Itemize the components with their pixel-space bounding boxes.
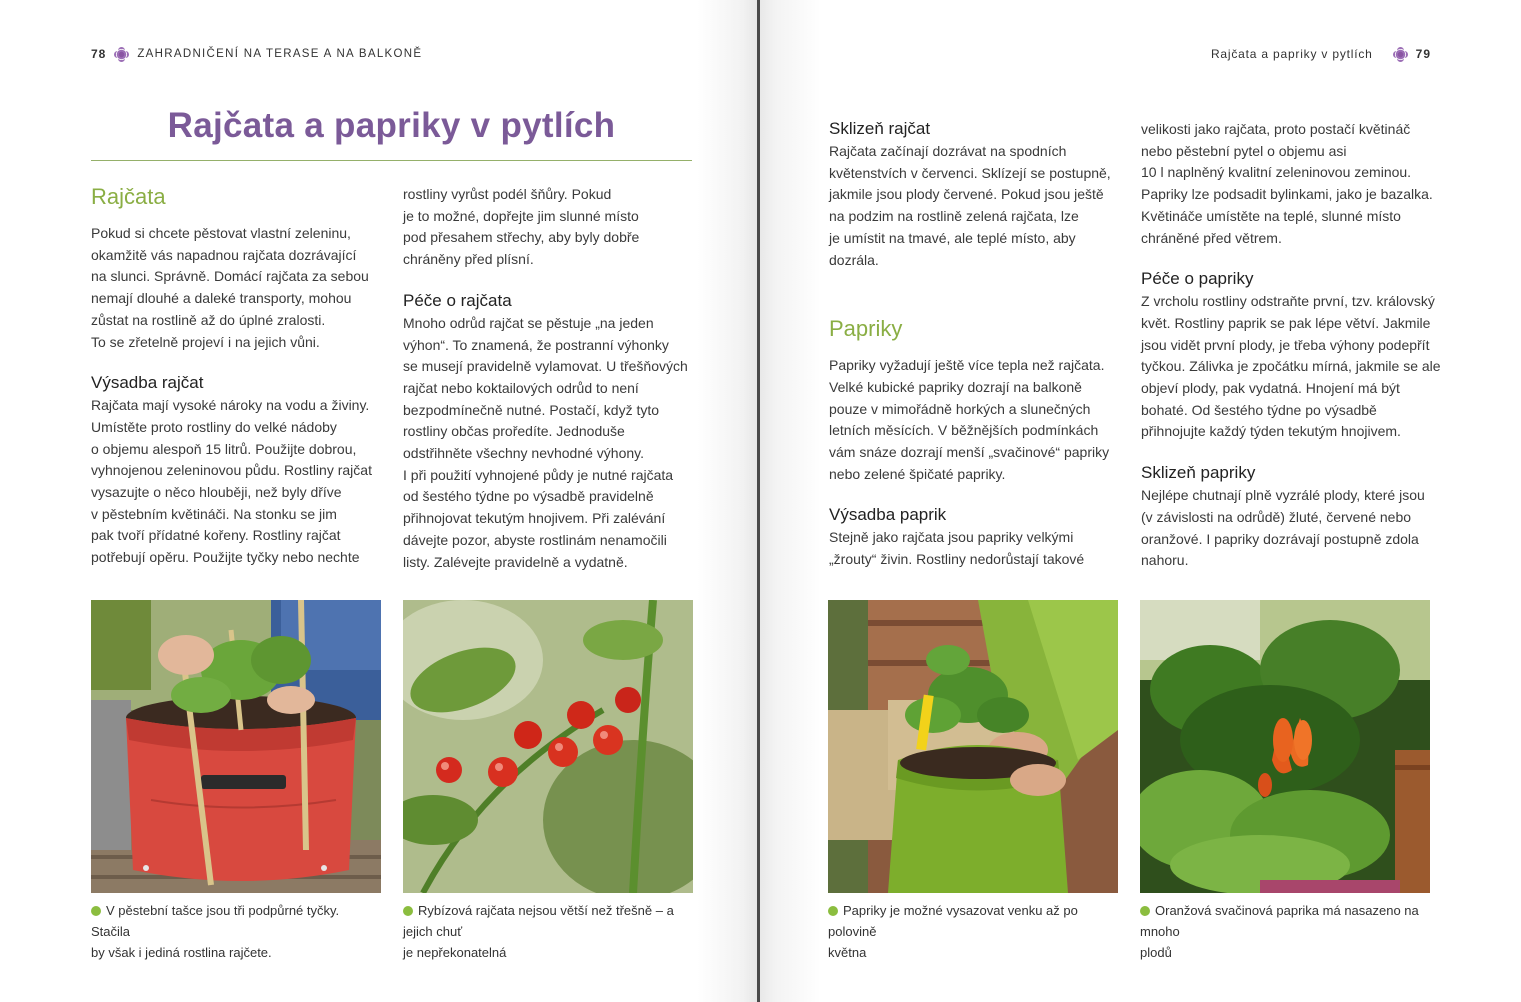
caption-line: Oranžová svačinová paprika má nasazeno na mnoho xyxy=(1140,903,1419,939)
text-line: Rajčata začínají dozrávat na spodních xyxy=(829,143,1067,159)
text-line: výhon“. To znamená, že postranní výhonky xyxy=(403,336,669,353)
text-line: jsou vidět první plody, je třeba výhony podepřít xyxy=(1141,336,1430,353)
text-line: o objemu alespoň 15 litrů. Použijte dobrou, xyxy=(91,440,357,457)
caption-line: je nepřekonatelná xyxy=(403,945,507,960)
text-line: Z vrcholu rostliny odstraňte první, tzv. královský xyxy=(1141,293,1435,310)
caption-photo-2 xyxy=(403,900,703,963)
caption-line: Rybízová rajčata nejsou větší než třešně – a jejich chuť xyxy=(403,903,674,939)
right-column-1 xyxy=(829,117,1129,571)
section-heading-rajcata: Rajčata xyxy=(91,184,166,209)
text-line: nemají dlouhé a daleké transporty, mohou xyxy=(91,290,352,307)
pece-papriky-paragraph xyxy=(1141,291,1441,443)
left-page-number: 78 xyxy=(91,47,107,61)
text-line: Umístěte proto rostliny do velké nádoby xyxy=(91,418,337,435)
text-line: zůstat na rostlině až do úplné zralosti. xyxy=(91,311,326,328)
sklizen-papriky-paragraph xyxy=(1141,485,1441,572)
text-line: v pěstebním květináči. Na stonku se jim xyxy=(91,505,337,522)
text-line: se musejí pravidelně vylamovat. U třešňových xyxy=(403,358,688,375)
caption-line: května xyxy=(828,945,867,960)
text-line: pouze v mimořádně horkých a slunečných xyxy=(829,400,1091,417)
text-line: I při použití vyhnojené půdy je nutné rajčata xyxy=(403,466,674,483)
text-line: Papriky lze podsadit bylinkami, jako je bazalka. xyxy=(1141,186,1433,203)
subheading-sklizen-papriky: Sklizeň papriky xyxy=(1141,463,1256,483)
text-line: na slunci. Správně. Domácí rajčata za sebou xyxy=(91,268,369,285)
bullet-icon xyxy=(403,906,413,916)
left-page xyxy=(0,0,758,1002)
text-line: Mnoho odrůd rajčat se pěstuje „na jeden xyxy=(403,314,654,331)
text-line: dozrála. xyxy=(829,251,879,268)
text-line: vám snáze dozrají menší „svačinové“ papriky xyxy=(829,444,1110,461)
text-line: Nejlépe chutnají plně vyzrálé plody, které jsou xyxy=(1141,487,1425,504)
text-line: rostliny vyrůst podél šňůry. Pokud xyxy=(403,186,612,202)
caption-photo-1 xyxy=(91,900,381,963)
text-line: je umístit na tmavé, ale teplé místo, aby xyxy=(829,229,1076,246)
text-line: pod přesahem střechy, aby byly dobře xyxy=(403,229,640,246)
caption-line: Papriky je možné vysazovat venku až po polovině xyxy=(828,903,1078,939)
photo-green-grow-bag xyxy=(828,600,1118,893)
flower-icon xyxy=(116,49,127,60)
pece-paragraph xyxy=(403,313,703,573)
text-line: je to možné, dopřejte jim slunné místo xyxy=(403,207,639,224)
subheading-vysadba-paprik: Výsadba paprik xyxy=(829,505,947,525)
text-line: letních měsících. V běžnějších podmínkách xyxy=(829,422,1099,439)
text-line: nebo zelené špičaté papriky. xyxy=(829,465,1006,482)
sklizen-rajcat-paragraph xyxy=(829,141,1129,271)
text-line: jakmile jsou plody červené. Pokud jsou ještě xyxy=(829,186,1104,203)
subheading-sklizen-rajcat: Sklizeň rajčat xyxy=(829,119,931,138)
right-page-number: 79 xyxy=(1415,47,1431,61)
right-running-title: Rajčata a papriky v pytlích xyxy=(1210,47,1373,61)
text-line: chráněny před plísní. xyxy=(403,251,534,268)
text-line: Rajčata mají vysoké nároky na vodu a živiny. xyxy=(91,397,370,414)
text-line: pak tvoří přídatné kořeny. Rostliny rajčat xyxy=(91,527,341,544)
left-running-head xyxy=(91,47,422,61)
text-line: rostliny občas proředíte. Jednoduše xyxy=(403,423,625,440)
text-line: To se zřetelně projeví i na jejich vůni. xyxy=(91,333,320,350)
text-line: okamžitě vás napadnou rajčata dozrávající xyxy=(91,246,357,263)
text-line: Pokud si chcete pěstovat vlastní zeleninu, xyxy=(91,225,351,241)
left-running-title: ZAHRADNIČENÍ NA TERASE A NA BALKONĚ xyxy=(137,48,423,60)
photo-red-grow-bag xyxy=(91,600,381,893)
intro-paragraph xyxy=(91,223,381,353)
bullet-icon xyxy=(1140,906,1150,916)
text-line: na podzim na rostlině zelená rajčata, lze xyxy=(829,208,1079,225)
photo-cherry-tomatoes xyxy=(403,600,693,893)
vysadba-paragraph xyxy=(91,395,381,569)
text-line: „žrouty“ živin. Rostliny nedorůstají takové xyxy=(829,551,1085,568)
continued-paragraph xyxy=(403,184,703,271)
papriky-paragraph xyxy=(829,355,1129,485)
flower-icon xyxy=(1395,49,1406,60)
text-line: objeví plody, pak vydatná. Hnojení má být xyxy=(1141,380,1400,397)
subheading-pece-o-papriky: Péče o papriky xyxy=(1141,269,1254,289)
text-line: dávejte pozor, abyste rostlinám nenamočili xyxy=(403,531,667,548)
right-running-head xyxy=(1211,47,1431,61)
text-line: přihnojovat tekutým hnojivem. Při zalévání xyxy=(403,510,666,527)
bullet-icon xyxy=(828,906,838,916)
text-line: od šestého týdne po výsadbě pravidelně xyxy=(403,488,654,505)
text-line: nebo pěstební pytel o objemu asi xyxy=(1141,142,1347,159)
title-divider xyxy=(91,160,692,161)
text-line: velikosti jako rajčata, proto postačí květináč xyxy=(1141,121,1411,137)
text-line: chráněné před větrem. xyxy=(1141,229,1282,246)
text-line: 10 l naplněný kvalitní zeleninovou zeminou. xyxy=(1141,164,1412,181)
text-line: tyčkou. Zálivka je zpočátku mírná, jakmile se ale xyxy=(1141,358,1441,375)
text-line: vysazujte o něco hlouběji, než byly dříve xyxy=(91,484,342,501)
text-line: bohaté. Od šestého týdne po výsadbě xyxy=(1141,401,1377,418)
text-line: přihnojujte každý týden tekutým hnojivem. xyxy=(1141,423,1401,440)
right-page xyxy=(760,0,1521,1002)
caption-line: plodů xyxy=(1140,945,1172,960)
photo-orange-peppers xyxy=(1140,600,1430,893)
text-line: bezpodmínečně nutné. Postačí, když tyto xyxy=(403,401,660,418)
page-title: Rajčata a papriky v pytlích xyxy=(167,106,616,145)
left-column-1 xyxy=(91,183,381,569)
text-line: květenstvích v červenci. Sklízejí se postupně, xyxy=(829,164,1111,181)
subheading-vysadba-rajcat: Výsadba rajčat xyxy=(91,373,204,393)
text-line: odstřihněte všechny nevhodné výhony. xyxy=(403,445,645,462)
caption-line: by však i jediná rostlina rajčete. xyxy=(91,945,272,960)
subheading-pece-o-rajcata: Péče o rajčata xyxy=(403,290,512,310)
text-line: (v závislosti na odrůdě) žluté, červené nebo xyxy=(1141,508,1412,525)
text-line: Papriky vyžadují ještě více tepla než rajčata. xyxy=(829,357,1105,374)
text-line: květ. Rostliny paprik se pak lépe větví. Jakmile xyxy=(1141,314,1431,331)
section-heading-papriky: Papriky xyxy=(829,316,903,342)
continued-paragraph xyxy=(1141,119,1441,249)
text-line: Stejně jako rajčata jsou papriky velkými xyxy=(829,529,1074,546)
text-line: vyhnojenou zeleninovou půdu. Rostliny rajčat xyxy=(91,462,372,479)
caption-photo-4 xyxy=(1140,900,1440,963)
text-line: oranžové. I papriky dozrávají postupně zdola xyxy=(1141,530,1419,547)
text-line: potřebují opěru. Použijte tyčky nebo nechte xyxy=(91,549,360,566)
text-line: nahoru. xyxy=(1141,552,1189,569)
caption-line: V pěstební tašce jsou tři podpůrné tyčky. Stačila xyxy=(91,903,340,939)
caption-photo-3 xyxy=(828,900,1118,963)
left-column-2 xyxy=(403,184,703,573)
text-line: Velké kubické papriky dozrají na balkoně xyxy=(829,378,1082,395)
text-line: listy. Zalévejte pravidelně a vydatně. xyxy=(403,553,628,570)
bullet-icon xyxy=(91,906,101,916)
text-line: rajčat nebo koktailových odrůd to není xyxy=(403,379,639,396)
right-column-2 xyxy=(1141,119,1441,572)
text-line: Květináče umístěte na teplé, slunné místo xyxy=(1141,207,1401,224)
vysadba-paprik-paragraph xyxy=(829,527,1129,570)
